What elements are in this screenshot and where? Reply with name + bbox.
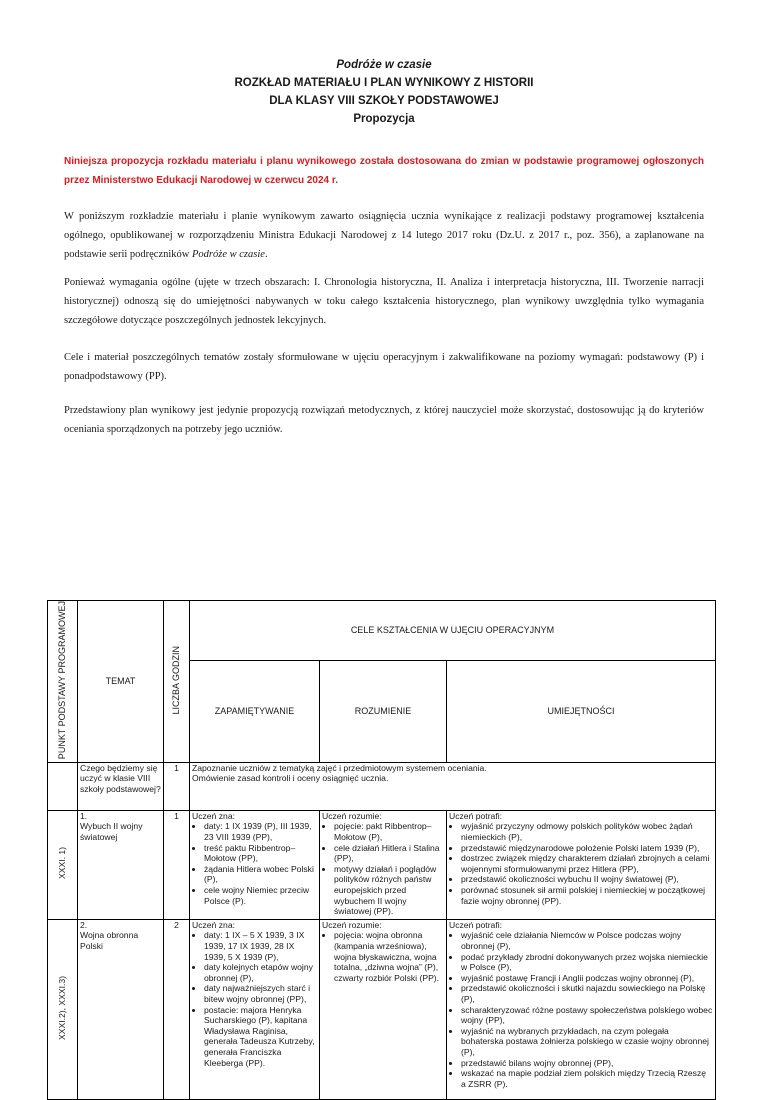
row0-temat: Czego będziemy się uczyć w klasie VIII szkoły podstawowej?	[78, 762, 164, 810]
intro-paragraph-2: Ponieważ wymagania ogólne (ujęte w trzech obszarach: I. Chronologia historyczna, II. Analiza i interpretacja historyczna, III. Tworzenie narracji historycznej) odnoszą się do umiejętności nabywanych w toku całego kształcenia historycznego, plan wynikowy uwzględnia tylko wymagania szczegółowe dotyczące poszczególnych jednostek lekcyjnych.	[64, 277, 704, 326]
list-item: • wyjaśnić cele działania Niemców w Polsce podczas wojny obronnej (P),	[461, 930, 713, 951]
header-rozumienie: ROZUMIENIE	[320, 661, 447, 763]
list-item: • motywy działań i poglądów polityków różnych państw europejskich przed wybuchem II wojny światowej (PP).	[334, 864, 444, 917]
row1-umiejetnosci	[447, 810, 716, 919]
plan-table	[47, 600, 716, 1100]
row2-godziny: 2	[164, 919, 190, 1099]
row0-godziny: 1	[164, 762, 190, 810]
list-item: • wyjaśnić na wybranych przykładach, na czym polegała bohaterska postawa żołnierza polskiego w czasie wojny obronnej (P),	[461, 1026, 713, 1058]
list-item: • cele wojny Niemiec przeciw Polsce (P).	[204, 885, 317, 906]
header-liczba	[164, 601, 190, 763]
header-liczba-label: LICZBA GODZIN	[171, 645, 182, 715]
title-line-2: DLA KLASY VIII SZKOŁY PODSTAWOWEJ	[269, 95, 499, 107]
title-line-3: Propozycja	[353, 113, 415, 125]
list-item: • cele działań Hitlera i Stalina (PP),	[334, 843, 444, 864]
header-zapamietywanie: ZAPAMIĘTYWANIE	[190, 661, 320, 763]
list-item: • przedstawić międzynarodowe położenie Polski latem 1939 (P),	[461, 843, 713, 854]
row2-rozumienie	[320, 919, 447, 1099]
row1-temat-num: 1.	[80, 810, 88, 821]
list-item: • daty najważniejszych starć i bitew wojny obronnej (PP),	[204, 983, 317, 1004]
header-punkt	[48, 601, 78, 763]
row1-roz-lead: Uczeń rozumie:	[322, 810, 382, 821]
row1-temat-text: Wybuch II wojny światowej	[80, 821, 143, 842]
title-line-1: ROZKŁAD MATERIAŁU I PLAN WYNIKOWY Z HISTORII	[234, 77, 534, 89]
row1-punkt	[48, 810, 78, 919]
row1-punkt-label: XXXI. 1)	[57, 847, 68, 880]
row0-punkt	[48, 762, 78, 810]
row2-roz-lead: Uczeń rozumie:	[322, 919, 382, 930]
list-item: • daty: 1 IX 1939 (P), III 1939, 23 VIII 1939 (PP),	[204, 821, 317, 842]
intro-paragraph-4: Przedstawiony plan wynikowy jest jedynie propozycją rozwiązań metodycznych, z której nauczyciel może skorzystać, dostosowując ją do kryteriów oceniania sporządzonych na potrzeby jego uczniów.	[64, 405, 704, 435]
list-item: • przedstawić okoliczności i skutki najazdu sowieckiego na Polskę (P),	[461, 983, 713, 1004]
row0-cele	[190, 762, 716, 810]
list-item: • żądania Hitlera wobec Polski (P),	[204, 864, 317, 885]
table-row	[48, 762, 716, 810]
list-item: • pojęcia: wojna obronna (kampania wrześniowa), wojna błyskawiczna, wojna totalna, „dziwna wojna” (P), czwarty rozbiór Polski (PP).	[334, 930, 444, 983]
list-item: • wyjaśnić postawę Francji i Anglii podczas wojny obronnej (P),	[461, 973, 713, 984]
list-item: • daty: 1 IX – 5 X 1939, 3 IX 1939, 17 IX 1939, 28 IX 1939, 5 X 1939 (P),	[204, 930, 317, 962]
header-umiejetnosci: UMIEJĘTNOŚCI	[447, 661, 716, 763]
list-item: • treść paktu Ribbentrop–Mołotow (PP),	[204, 843, 317, 864]
list-item: • wyjaśnić przyczyny odmowy polskich polityków wobec żądań niemieckich (P),	[461, 821, 713, 842]
list-item: • porównać stosunek sił armii polskiej i niemieckiej w początkowej fazie wojny obronnej (PP).	[461, 885, 713, 906]
list-item: • scharakteryzować różne postawy społeczeństwa polskiego wobec wojny (PP),	[461, 1005, 713, 1026]
document-header	[0, 56, 768, 128]
row2-temat-num: 2.	[80, 919, 88, 930]
row1-zap-lead: Uczeń zna:	[192, 810, 235, 821]
list-item: • pojęcie: pakt Ribbentrop–Mołotow (P),	[334, 821, 444, 842]
row2-punkt	[48, 919, 78, 1099]
intro-p1-series: Podróże w czasie	[192, 249, 265, 260]
row2-temat-text: Wojna obronna Polski	[80, 930, 139, 951]
row0-text-1: Zapoznanie uczniów z tematyką zajęć i przedmiotowym systemem oceniania.	[192, 762, 487, 773]
series-title: Podróże w czasie	[336, 59, 432, 71]
notice-paragraph: Niniejsza propozycja rozkładu materiału i planu wynikowego została dostosowana do zmian w podstawie programowej ogłoszonych przez Ministerstwo Edukacji Narodowej w czerwcu 2024 r.	[64, 156, 704, 186]
row0-text-2: Omówienie zasad kontroli i oceny osiągnięć ucznia.	[192, 773, 389, 784]
list-item: • dostrzec związek między charakterem działań zbrojnych a celami wojennymi sformułowanymi przez Hitlera (PP),	[461, 853, 713, 874]
row2-zapamietywanie	[190, 919, 320, 1099]
header-temat: TEMAT	[78, 601, 164, 763]
row1-rozumienie	[320, 810, 447, 919]
list-item: • postacie: majora Henryka Sucharskiego (P), kapitana Władysława Raginisa, generała Tadeusza Kutrzeby, generała Franciszka Kleeberga (PP).	[204, 1005, 317, 1069]
table-row	[48, 919, 716, 1099]
list-item: • wskazać na mapie podział ziem polskich między Trzecią Rzeszę a ZSRR (P).	[461, 1068, 713, 1089]
row2-umiejetnosci	[447, 919, 716, 1099]
intro-p1-text-a: W poniższym rozkładzie materiału i planie wynikowym zawarto osiągnięcia ucznia wynikające z realizacji podstawy programowej kształcenia ogólnego, opublikowanej w rozporządzeniu Ministra Edukacji Narodowej z 14 lutego 2017 roku (Dz.U. z 2017 r., poz. 356), a zaplanowane na podstawie serii podręczników	[64, 211, 704, 260]
list-item: • przedstawić bilans wojny obronnej (PP),	[461, 1058, 713, 1069]
list-item: • przedstawić okoliczności wybuchu II wojny światowej (P),	[461, 874, 713, 885]
intro-paragraph-1	[64, 207, 704, 264]
row2-umi-lead: Uczeń potrafi:	[449, 919, 503, 930]
header-punkt-label: PUNKT PODSTAWY PROGRAMOWEJ	[57, 601, 68, 760]
intro-paragraph-3: Cele i materiał poszczególnych tematów zostały sformułowane w ujęciu operacyjnym i zakwalifikowane na poziomy wymagań: podstawowy (P) i ponadpodstawowy (PP).	[64, 352, 704, 382]
table-row	[48, 810, 716, 919]
intro-p1-text-c: .	[264, 249, 268, 260]
header-cele: CELE KSZTAŁCENIA W UJĘCIU OPERACYJNYM	[190, 601, 716, 661]
list-item: • podać przykłady zbrodni dokonywanych przez wojska niemieckie w Polsce (P),	[461, 952, 713, 973]
row1-zapamietywanie	[190, 810, 320, 919]
row1-umi-lead: Uczeń potrafi:	[449, 810, 503, 821]
row2-punkt-label: XXXI.2), XXXI.3)	[57, 975, 68, 1040]
row1-temat	[78, 810, 164, 919]
row2-temat	[78, 919, 164, 1099]
row1-godziny: 1	[164, 810, 190, 919]
list-item: • daty kolejnych etapów wojny obronnej (P),	[204, 962, 317, 983]
row2-zap-lead: Uczeń zna:	[192, 919, 235, 930]
